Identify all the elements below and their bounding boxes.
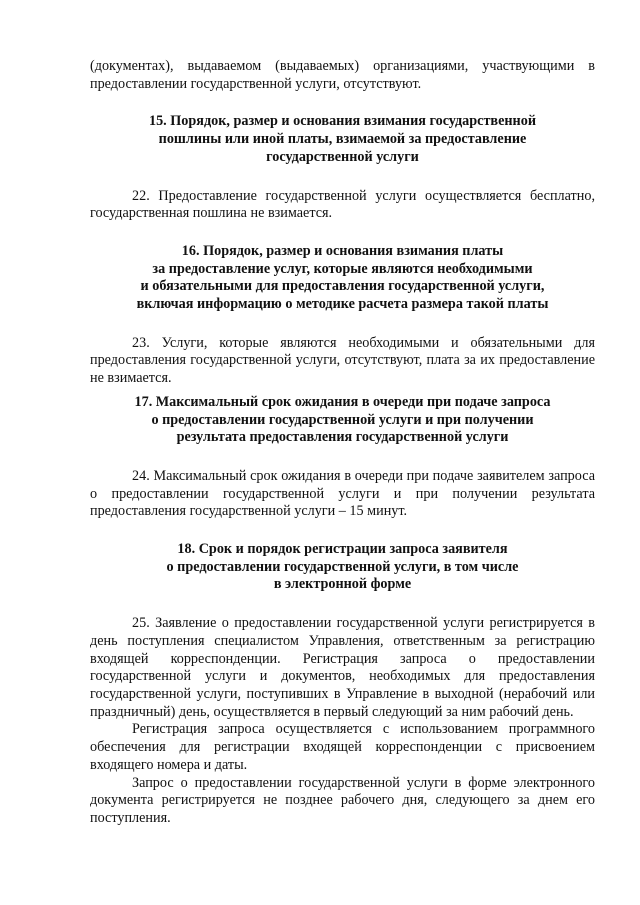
heading-line: государственной услуги — [266, 148, 419, 165]
paragraph-22: 22. Предоставление государственной услуги осуществляется бесплатно, государственная пошлина не взимается. — [90, 187, 595, 222]
heading-line: о предоставлении государственной услуги, в том числе — [166, 558, 519, 575]
heading-line: 16. Порядок, размер и основания взимания платы — [181, 242, 504, 259]
heading-line: в электронной форме — [273, 576, 412, 593]
heading-line: 15. Порядок, размер и основания взимания государственной — [148, 113, 537, 130]
heading-line: пошлины или иной платы, взимаемой за предоставление — [158, 131, 527, 148]
heading-line: 17. Максимальный срок ожидания в очереди при подаче запроса — [134, 393, 551, 410]
heading-line: за предоставление услуг, которые являются необходимыми — [152, 260, 533, 277]
section-18-heading — [90, 541, 595, 594]
paragraph-electronic-request: Запрос о предоставлении государственной услуги в форме электронного документа регистрируется не позднее рабочего дня, следующего за днем его поступления. — [90, 774, 595, 826]
section-16-heading — [90, 243, 595, 314]
paragraph-23: 23. Услуги, которые являются необходимыми и обязательными для предоставления государственной услуги, отсутствуют, плата за их предоставление не взимается. — [90, 334, 595, 387]
heading-line: 18. Срок и порядок регистрации запроса заявителя — [177, 541, 508, 558]
section-15-heading — [90, 113, 595, 166]
paragraph-24: 24. Максимальный срок ожидания в очереди при подаче заявителем запроса о предоставлении государственной услуги и при получении результата предоставления государственной услуги – 15 минут. — [90, 467, 595, 520]
heading-line: включая информацию о методике расчета размера такой платы — [136, 296, 549, 313]
section-17-heading — [90, 394, 595, 447]
heading-line: результата предоставления государственной услуги — [176, 429, 509, 446]
paragraph-registration: Регистрация запроса осуществляется с использованием программного обеспечения для регистрации входящей корреспонденции с присвоением входящего номера и даты. — [90, 721, 595, 773]
document-page — [90, 58, 595, 828]
heading-line: и обязательными для предоставления государственной услуги, — [140, 278, 545, 295]
heading-line: о предоставлении государственной услуги и при получении — [151, 411, 534, 428]
paragraph-25: 25. Заявление о предоставлении государственной услуги регистрируется в день поступления специалистом Управления, ответственным за регистрацию входящей корреспонденции. Регистрация запроса о предоставлении государственной услуги и документов, необходимых для предоставления государственной услуги, поступивших в Управление в выходной (нерабочий или праздничный) день, осуществляется в первый следующий за ним рабочий день. — [90, 615, 595, 720]
intro-paragraph: (документах), выдаваемом (выдаваемых) организациями, участвующими в предоставлении государственной услуги, отсутствуют. — [90, 58, 595, 92]
